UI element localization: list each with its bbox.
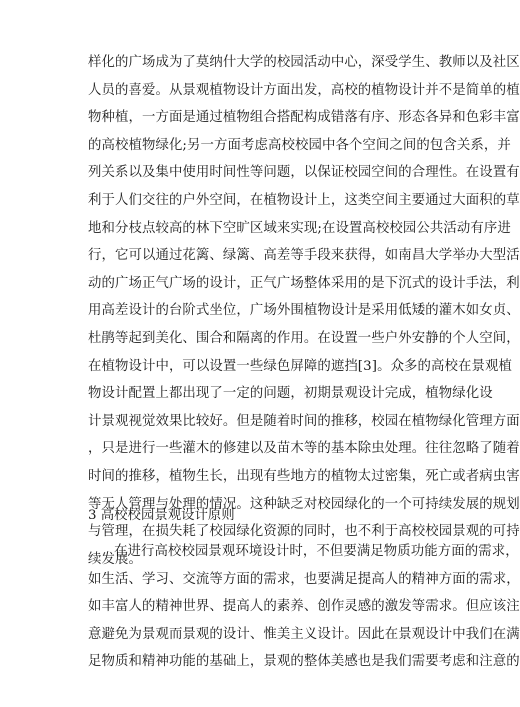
text-line: 与管理，在损失耗了校园绿化资源的同时，也不利于高校校园景观的可持 [88, 524, 520, 540]
text-line: 的高校植物绿化;另一方面考虑高校校园中各个空间之间的包含关系，并 [88, 137, 511, 153]
body-paragraph-2 [88, 538, 520, 676]
text-line: 人员的喜爱。从景观植物设计方面出发，高校的植物设计并不是简单的植 [88, 82, 520, 98]
text-line: 杜鹃等起到美化、围合和隔离的作用。在设置一些户外安静的个人空间， [88, 330, 520, 346]
text-line: ，只是进行一些灌木的修建以及苗木等的基本除虫处理。往往忽略了随着 [88, 441, 520, 457]
text-line: 等无人管理与处理的情况。这种缺乏对校园绿化的一个可持续发展的规划 [88, 496, 520, 512]
text-line: 续发展。 [88, 551, 142, 567]
text-line: 列关系以及集中使用时间性等问题，以保证校园空间的合理性。在设置有 [88, 165, 520, 181]
text-line: 如丰富人的精神世界、提高人的素养、创作灵感的激发等需求。但应该注 [88, 599, 520, 615]
text-line: 物种植，一方面是通过植物组合搭配构成错落有序、形态各异和色彩丰富 [88, 110, 520, 126]
body-paragraph-1 [88, 49, 520, 573]
text-line: 足物质和精神功能的基础上，景观的整体美感也是我们需要考虑和注意的 [88, 654, 520, 670]
text-line: 地和分枝点较高的林下空旷区域来实现;在设置高校校园公共活动有序进 [88, 220, 511, 236]
text-line: 样化的广场成为了莫纳什大学的校园活动中心，深受学生、教师以及社区 [88, 55, 520, 70]
text-line: 物设计配置上都出现了一定的问题，初期景观设计完成，植物绿化设 [88, 386, 493, 402]
text-line: 利于人们交往的户外空间，在植物设计上，这类空间主要通过大面积的草 [88, 192, 520, 208]
text-line: 行，它可以通过花篱、绿篱、高差等手段来获得，如南昌大学举办大型活 [88, 248, 520, 264]
text-line: 意避免为景观而景观的设计、惟美主义设计。因此在景观设计中我们在满 [88, 626, 520, 642]
text-line: 如生活、学习、交流等方面的需求，也要满足提高人的精神方面的需求， [88, 571, 520, 587]
text-line: 在进行高校校园景观环境设计时，不但要满足物质功能方面的需求， [114, 544, 519, 559]
text-line: 计景观视觉效果比较好。但是随着时间的推移，校园在植物绿化管理方面 [88, 413, 520, 429]
section-heading: 3 高校校园景观设计原则 [88, 508, 235, 523]
text-line: 时间的推移，植物生长，出现有些地方的植物太过密集，死亡或者病虫害 [88, 468, 520, 484]
text-line: 用高差设计的台阶式坐位，广场外围植物设计是采用低矮的灌木如女贞、 [88, 303, 520, 319]
text-line: 在植物设计中，可以设置一些绿色屏障的遮挡[3]。众多的高校在景观植 [88, 358, 512, 374]
text-line: 动的广场正气广场的设计，正气广场整体采用的是下沉式的设计手法，利 [88, 275, 520, 291]
